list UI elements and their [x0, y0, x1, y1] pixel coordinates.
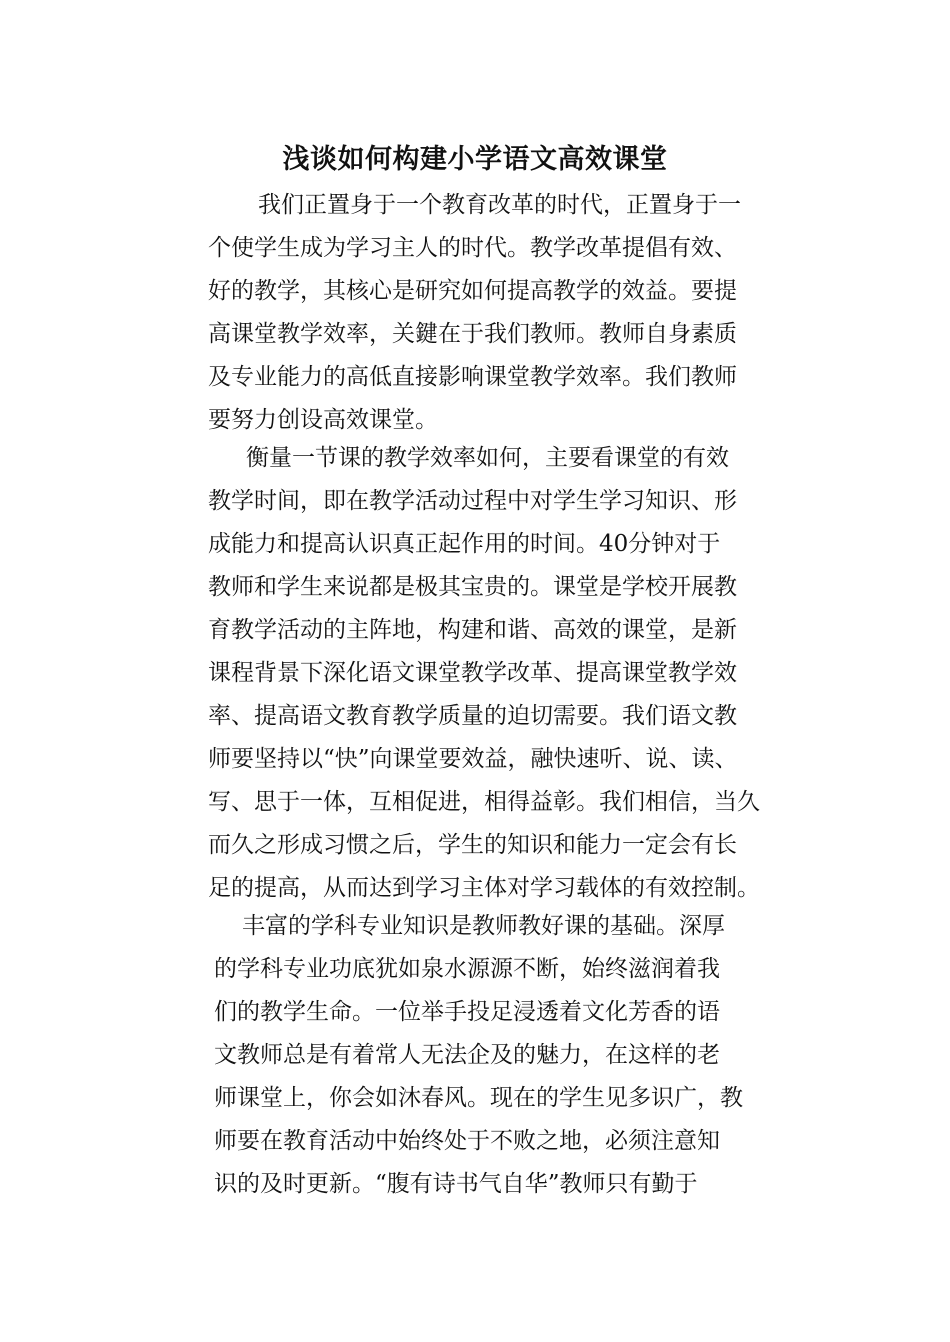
paragraph-2-line-2: 教学时间，即在教学活动过程中对学生学习知识、形 [208, 488, 737, 514]
paragraph-2-line-1: 衡量一节课的教学效率如何，主要看课堂的有效 [246, 445, 729, 471]
paragraph-2-line-10: 而久之形成习惯之后，学生的知识和能力一定会有长 [208, 832, 737, 858]
paragraph-3-line-5: 师课堂上，你会如沐春风。现在的学生见多识广，教 [214, 1085, 743, 1111]
paragraph-1-line-4: 高课堂教学效率，关鍵在于我们教师。教师自身素质 [208, 321, 737, 347]
paragraph-2-line-5: 育教学活动的主阵地，构建和谐、高效的课堂，是新 [208, 617, 737, 643]
paragraph-3-line-4: 文教师总是有着常人无法企及的魅力，在这样的老 [214, 1042, 720, 1068]
paragraph-2-line-3: 成能力和提高认识真正起作用的时间。40分钟对于 [208, 531, 721, 557]
paragraph-2-line-9: 写、思于一体，互相促进，相得益彰。我们相信，当久 [208, 789, 760, 815]
paragraph-2-line-4: 教师和学生来说都是极其宝贵的。课堂是学校开展教 [208, 574, 737, 600]
paragraph-1-line-3: 好的教学，其核心是研究如何提高教学的效益。要提 [208, 278, 737, 304]
paragraph-3-line-1: 丰富的学科专业知识是教师教好课的基础。深厚 [242, 913, 725, 939]
paragraph-2-line-11: 足的提高，从而达到学习主体对学习载体的有效控制。 [208, 875, 760, 901]
paragraph-1-line-2: 个使学生成为学习主人的时代。教学改革提倡有效、 [208, 235, 737, 261]
paragraph-3-line-6: 师要在教育活动中始终处于不败之地，必须注意知 [214, 1128, 720, 1154]
paragraph-3-line-2: 的学科专业功底犹如泉水源源不断，始终滋润着我 [214, 956, 720, 982]
paragraph-1-line-1: 我们正置身于一个教育改革的时代，正置身于一 [258, 192, 741, 218]
paragraph-2-line-8: 师要坚持以“快”向课堂要效益，融快速听、说、读、 [208, 746, 738, 772]
paragraph-1-line-5: 及专业能力的高低直接影响课堂教学效率。我们教师 [208, 364, 737, 390]
paragraph-1-line-6: 要努力创设高效课堂。 [208, 407, 438, 433]
paragraph-2-line-7: 率、提高语文教育教学质量的迫切需要。我们语文教 [208, 703, 737, 729]
paragraph-2-line-6: 课程背景下深化语文课堂教学改革、提高课堂教学效 [208, 660, 737, 686]
paragraph-3-line-3: 们的教学生命。一位举手投足浸透着文化芳香的语 [214, 999, 720, 1025]
document-title: 浅谈如何构建小学语文高效课堂 [282, 144, 668, 175]
paragraph-3-line-7: 识的及时更新。“腹有诗书气自华”教师只有勤于 [214, 1171, 698, 1197]
